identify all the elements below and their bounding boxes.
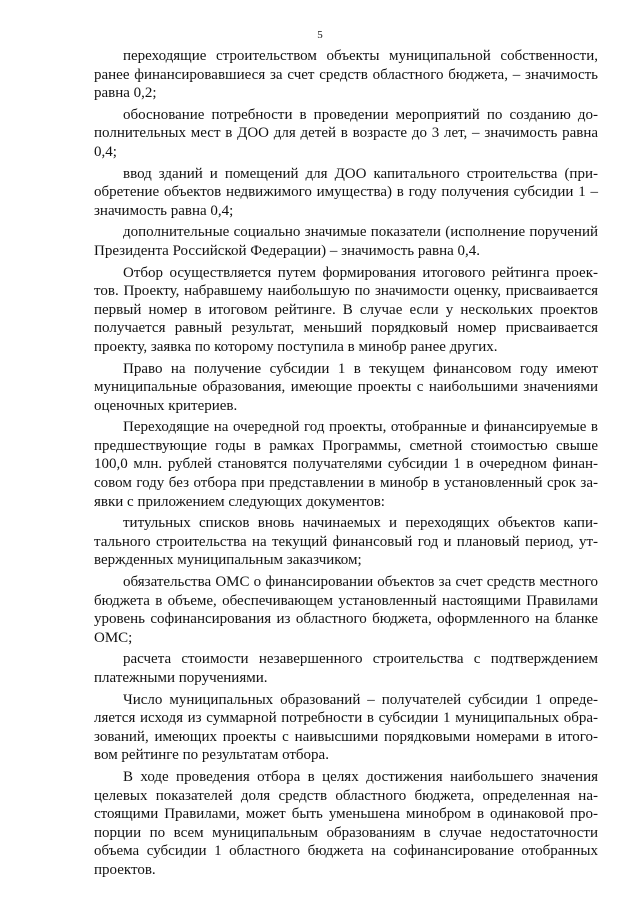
paragraph: дополнительные социально значимые показатели (исполнение поручений Президента Российской Федерации) – значимость равна 0,4. <box>94 224 598 259</box>
document-body <box>94 47 598 880</box>
paragraph: обязательства ОМС о финансировании объектов за счет средств местного бюджета в объеме, обеспечивающем установленный настоящими Правилами уровень софинансирования из областного бюджета, оформленного на бланке ОМС; <box>94 574 598 646</box>
paragraph: переходящие строительством объекты муниципальной собственности, ранее финансировавшиеся за счет средств областного бюджета, – значимость равна 0,2; <box>94 48 598 102</box>
paragraph: ввод зданий и помещений для ДОО капитального строительства (приобретение объектов недвижимого имущества) в году получения субсидии 1 – значимость равна 0,4; <box>94 165 598 219</box>
paragraph: Число муниципальных образований – получателей субсидии 1 определяется исходя из суммарной потребности в субсидии 1 муниципальных образований, имеющих проекты с наивысшими порядковыми номерами в итоговом рейтинге по результатам отбора. <box>94 691 598 764</box>
paragraph: титульных списков вновь начинаемых и переходящих объектов капитального строительства на текущий финансовый год и плановый период, утвержденных муниципальным заказчиком; <box>94 515 598 569</box>
page-number: 5 <box>317 29 323 41</box>
paragraph: В ходе проведения отбора в целях достижения наибольшего значения целевых показателей доля средств областного бюджета, определенная настоящими Правилами, может быть уменьшена минобром в одинаковой пропорции по всем муниципальным образованиям в случае недостаточности объема субсидии 1 областного бюджета на софинансирование отобранных проектов. <box>94 768 598 878</box>
paragraph: расчета стоимости незавершенного строительства с подтверждением платежными поручениями. <box>94 651 598 686</box>
paragraph: Отбор осуществляется путем формирования итогового рейтинга проектов. Проекту, набравшему наибольшую по значимости оценку, присваивается первый номер в итоговом рейтинге. В случае если у нескольких проектов получается равный результат, меньший порядковый номер присваивается проекту, заявка по которому поступила в минобр ранее других. <box>94 264 598 355</box>
paragraph: обоснование потребности в проведении мероприятий по созданию дополнительных мест в ДОО для детей в возрасте до 3 лет, – значимость равна 0,4; <box>94 106 598 160</box>
paragraph: Право на получение субсидии 1 в текущем финансовом году имеют муниципальные образования, имеющие проекты с наибольшими значениями оценочных критериев. <box>94 360 598 414</box>
paragraph: Переходящие на очередной год проекты, отобранные и финансируемые в предшествующие годы в рамках Программы, сметной стоимостью свыше 100,0 млн. рублей становятся получателями субсидии 1 в очередном финансовом году без отбора при представлении в минобр в установленный срок заявки с приложением следующих документов: <box>94 419 598 510</box>
